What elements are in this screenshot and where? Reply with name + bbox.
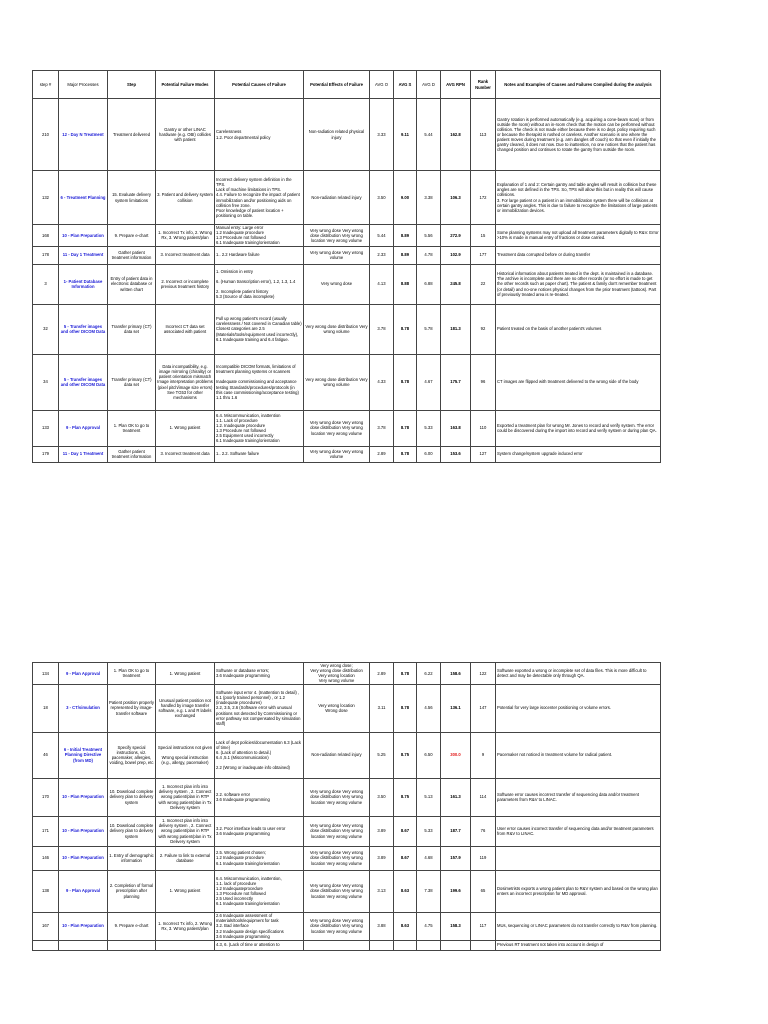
cell-causes: 1.. 2.2. Software failure bbox=[215, 446, 304, 462]
table-row bbox=[33, 778, 661, 816]
cell-avg-rpn: 157.9 bbox=[441, 846, 471, 870]
cell-process: 9 - Plan Approval bbox=[59, 410, 108, 446]
cell-causes: Pull up wrong patient's record (usually carelessness / Not covered in Canadian table) Closest categories are 2.5 (Materials/tools/equipment used incorrectly), 6.1 Inadequate training and 6.4 fatigue. bbox=[215, 304, 304, 354]
cell-step-desc: Gather patient treatment information bbox=[108, 246, 156, 264]
cell-failure-mode: 3. Incorrect treatment data bbox=[156, 446, 215, 462]
cell-notes: Exported a treatment plan for wrong Mr. Jones to record and verify system. The error could be discovered during the import into record and verify system or during plan QA. bbox=[496, 410, 661, 446]
cell-avg-d: 5.33 bbox=[417, 410, 441, 446]
table-row bbox=[33, 940, 661, 950]
cell-avg-rpn: 272.9 bbox=[441, 225, 471, 247]
cell-avg-d: 4.75 bbox=[417, 912, 441, 940]
header-notes: Notes and Examples of Causes and Failures Compiled during the analysis bbox=[496, 71, 661, 99]
cell-avg-s: 8.63 bbox=[394, 912, 417, 940]
cell-avg-s bbox=[394, 940, 417, 950]
cell-causes: Software or database errors; 3.6 Inadequate programming bbox=[215, 663, 304, 685]
cell-step: 18 bbox=[33, 684, 59, 732]
cell-avg-o: 3.50 bbox=[370, 778, 394, 816]
cell-avg-o: 3.33 bbox=[370, 99, 394, 171]
cell-avg-rpn bbox=[441, 940, 471, 950]
cell-avg-rpn: 158.6 bbox=[441, 663, 471, 685]
cell-notes: Historical information about patients treated in the dept. is maintained in a database. The archive is incomplete and there are no other records (or no effort is made to get the other records such as paper chart). The patient & family don't remember treatment (or detail) and no-one notices physical changes from the prior treatment (tattoos). Part of previously treated area is re-treated. bbox=[496, 264, 661, 304]
cell-avg-o: 5.25 bbox=[370, 732, 394, 778]
cell-avg-rpn: 158.3 bbox=[441, 912, 471, 940]
table-row bbox=[33, 846, 661, 870]
cell-process: 10 - Plan Preparation bbox=[59, 778, 108, 816]
cell-avg-o: 3.89 bbox=[370, 846, 394, 870]
cell-avg-rpn: 153.6 bbox=[441, 446, 471, 462]
cell-avg-d: 7.38 bbox=[417, 870, 441, 912]
cell-notes: Some planning systems may not upload all treatment parameters digitally to R&V. Error >10% is made in manual entry of fractions or dose carried. bbox=[496, 225, 661, 247]
cell-avg-s: 8.78 bbox=[394, 410, 417, 446]
cell-avg-d: 3.38 bbox=[417, 171, 441, 225]
cell-causes: 2.6 Inadequate assessment of materials/tools/equipment for task 3.2. Bad interface 3.2 Inadequate design specifications 3.6 Inadequate programming bbox=[215, 912, 304, 940]
cell-rank: 92 bbox=[471, 304, 496, 354]
table-row bbox=[33, 446, 661, 462]
cell-avg-d: 4.68 bbox=[417, 846, 441, 870]
cell-avg-o: 3.89 bbox=[370, 816, 394, 846]
cell-process: 10 - Plan Preparation bbox=[59, 225, 108, 247]
cell-avg-rpn: 199.6 bbox=[441, 870, 471, 912]
cell-failure-mode: Incorrect CT data set associated with patient bbox=[156, 304, 215, 354]
cell-avg-d: 6.00 bbox=[417, 446, 441, 462]
cell-rank: 22 bbox=[471, 264, 496, 304]
cell-failure-mode: 1. Incorrect plan info into delivery system , 2. Connect wrong patient/plan in RTP with wrong patient/plan in Tx Delivery system bbox=[156, 816, 215, 846]
cell-failure-mode: 1. Wrong patient bbox=[156, 663, 215, 685]
cell-avg-rpn: 163.8 bbox=[441, 410, 471, 446]
header-causes: Potential Causes of Failure bbox=[215, 71, 304, 99]
cell-process: 10 - Plan Preparation bbox=[59, 912, 108, 940]
fmea-table-1 bbox=[32, 70, 661, 463]
table-row bbox=[33, 912, 661, 940]
cell-causes: 6.4. Miscommunication, inattention, 1.1. lack of procedure 1.2 Inadequateprocedure 1.3 Procedure not followed 2.5 Used incorrectly 6.1 Inadequate training/orientation bbox=[215, 870, 304, 912]
cell-causes: 1.. 2.2 Hardware failure bbox=[215, 246, 304, 264]
cell-step-desc: Transfer primary (CT) data set bbox=[108, 354, 156, 410]
cell-avg-rpn: 181.3 bbox=[441, 304, 471, 354]
table-row bbox=[33, 816, 661, 846]
cell-rank: 114 bbox=[471, 778, 496, 816]
cell-process: 10 - Plan Preparation bbox=[59, 846, 108, 870]
table-row bbox=[33, 354, 661, 410]
cell-process: 5 - Transfer images and other DICOM Data bbox=[59, 354, 108, 410]
cell-step: 3 bbox=[33, 264, 59, 304]
cell-effects: Very wrong dose Very wrong volume bbox=[304, 246, 370, 264]
table-row bbox=[33, 410, 661, 446]
cell-avg-d: 4.67 bbox=[417, 354, 441, 410]
cell-step-desc: 10. Download complete delivery plan to delivery system bbox=[108, 778, 156, 816]
cell-avg-s: 8.89 bbox=[394, 246, 417, 264]
cell-failure-mode: Special instructions not given Wrong special instruction (e.g., allergy, pacemaker) bbox=[156, 732, 215, 778]
cell-process: 6 - Initial Treatment Planning Directive (from MD) bbox=[59, 732, 108, 778]
cell-avg-d: 5.44 bbox=[417, 99, 441, 171]
cell-avg-d: 5.78 bbox=[417, 304, 441, 354]
cell-step: 133 bbox=[33, 410, 59, 446]
cell-effects: Non-radiation related injury bbox=[304, 171, 370, 225]
header-effects: Potential Effects of Failure bbox=[304, 71, 370, 99]
table-row bbox=[33, 246, 661, 264]
cell-failure-mode: 1. Incorrect plan info into delivery system , 2. Connect wrong patient/plan in RTP with wrong patient/plan in Tx Delivery system bbox=[156, 778, 215, 816]
cell-step-desc: 1. Entry of demographic information bbox=[108, 846, 156, 870]
cell-process: 6 - Treatment Planning bbox=[59, 171, 108, 225]
cell-step: 178 bbox=[33, 246, 59, 264]
cell-process: 10 - Plan Preparation bbox=[59, 816, 108, 846]
cell-effects bbox=[304, 940, 370, 950]
cell-rank: 177 bbox=[471, 246, 496, 264]
cell-avg-rpn: 300.0 bbox=[441, 732, 471, 778]
cell-avg-s: 8.67 bbox=[394, 846, 417, 870]
cell-effects: Very wrong dose; Very wrong dose distribution Very wrong location Very wrong volume bbox=[304, 663, 370, 685]
header-avg-d: AVG D bbox=[417, 71, 441, 99]
cell-avg-rpn: 136.1 bbox=[441, 684, 471, 732]
cell-causes: Lack of dept policies/documentation 6.3 (Lack of time) 6. (Lack of attention to detail.) 6.4 ,5.1 (Miscommunication) 2.2 (Wrong or inadequate info obtained) bbox=[215, 732, 304, 778]
cell-notes: Potential for very large isocenter positioning or volume errors. bbox=[496, 684, 661, 732]
cell-rank: 9 bbox=[471, 732, 496, 778]
table-row bbox=[33, 870, 661, 912]
cell-process: 1- Patient Database Information bbox=[59, 264, 108, 304]
cell-notes: Previous RT treatment not taken into account in design of bbox=[496, 940, 661, 950]
cell-avg-s: 8.75 bbox=[394, 732, 417, 778]
cell-step: 138 bbox=[33, 870, 59, 912]
cell-step-desc bbox=[108, 940, 156, 950]
cell-failure-mode: 1. Wrong patient bbox=[156, 410, 215, 446]
cell-avg-s: 8.89 bbox=[394, 225, 417, 247]
cell-rank: 113 bbox=[471, 99, 496, 171]
cell-rank: 110 bbox=[471, 410, 496, 446]
cell-step-desc: Gather patient treatment information bbox=[108, 446, 156, 462]
cell-causes: 2.2. software error 3.6 Inadequate programming bbox=[215, 778, 304, 816]
cell-step: 146 bbox=[33, 846, 59, 870]
cell-failure-mode: Gantry or other LINAC hardware (e.g. OBI) collides with patient bbox=[156, 99, 215, 171]
cell-notes: Patient treated on the basis of another patient's volumes bbox=[496, 304, 661, 354]
table-row bbox=[33, 732, 661, 778]
table-row bbox=[33, 684, 661, 732]
cell-step: 210 bbox=[33, 99, 59, 171]
cell-avg-s: 9.00 bbox=[394, 171, 417, 225]
cell-avg-d: 5.56 bbox=[417, 225, 441, 247]
cell-causes: Carelessness 1.2. Poor departmental policy bbox=[215, 99, 304, 171]
header-step-desc: Step bbox=[108, 71, 156, 99]
fmea-table-2 bbox=[32, 662, 661, 951]
cell-failure-mode: Unusual patient position not handled by image transfer software, e.g. L and R labels exchanged bbox=[156, 684, 215, 732]
cell-step: 46 bbox=[33, 732, 59, 778]
table-row bbox=[33, 99, 661, 171]
table-header-row bbox=[33, 71, 661, 99]
cell-notes: Software exported a wrong or incomplete set of data files. This is more difficult to detect and may be detectable only through QA. bbox=[496, 663, 661, 685]
cell-effects: Very wrong dose Very wrong dose distribution Very wrong location Very wrong volume bbox=[304, 225, 370, 247]
table-row bbox=[33, 171, 661, 225]
cell-step-desc: 9. Prepare e-chart bbox=[108, 912, 156, 940]
cell-process: 5 - Transfer images and other DICOM Data bbox=[59, 304, 108, 354]
cell-process: 11 - Day 1 Treatment bbox=[59, 246, 108, 264]
cell-avg-o: 3.50 bbox=[370, 171, 394, 225]
cell-rank: 76 bbox=[471, 816, 496, 846]
cell-avg-rpn: 175.7 bbox=[441, 354, 471, 410]
cell-failure-mode: Data incompatibility, e.g. image mirroring (chirality) or patient orientation mismatch Image interpretation problems (pixel pitch/image size errors) See TG53 for other mechanisms bbox=[156, 354, 215, 410]
cell-avg-s: 8.78 bbox=[394, 663, 417, 685]
cell-notes: User error causes incorrect transfer of sequencing data and/or treatment parameters from R&V to LINAC. bbox=[496, 816, 661, 846]
cell-causes: Software input error 4. (Inattention to detail) , 6.1 (poorly trained personnel) , or 1.2 (inadequate procedures) 2.2, 3.5, 2.6 (Software error with unusual positions not detected by Commissioning or error pathway not compensated by simulation staff) bbox=[215, 684, 304, 732]
table-row bbox=[33, 304, 661, 354]
cell-rank: 147 bbox=[471, 684, 496, 732]
cell-causes: 6.4. Miscommunication, inattention 1.1. Lack of procedure 1.2. Inadequate procedure 1.3 Procedure not followed 2.5 Equipment used incorrectly 6.1 Inadequate training/orientation bbox=[215, 410, 304, 446]
cell-effects: Very wrong dose Very wrong volume bbox=[304, 446, 370, 462]
cell-effects: Very wrong dose distribution Very wrong volume bbox=[304, 304, 370, 354]
cell-avg-o: 4.33 bbox=[370, 354, 394, 410]
table-row bbox=[33, 663, 661, 685]
table-row bbox=[33, 225, 661, 247]
cell-step-desc: Entry of patient data in electronic database or written chart bbox=[108, 264, 156, 304]
cell-notes: Dosimetrists exports a wrong patient plan to R&V system and based on the wrong plan enters an incorrect prescription for MD approval. bbox=[496, 870, 661, 912]
cell-failure-mode: 3. Patient and delivery system collision bbox=[156, 171, 215, 225]
cell-rank: 15 bbox=[471, 225, 496, 247]
cell-avg-d: 6.50 bbox=[417, 732, 441, 778]
cell-step: 168 bbox=[33, 225, 59, 247]
cell-avg-d: 4.78 bbox=[417, 246, 441, 264]
cell-rank: 127 bbox=[471, 446, 496, 462]
cell-avg-o: 2.89 bbox=[370, 446, 394, 462]
cell-notes: Explanation of 1 and 2: Certain gantry and table angles will result in collision but these angles are not defined in the TPS. So, TPS will allow this but in reality this will cause collisions. 3. For large patient or a patient in an immobilization system there will be collisions at certain gantry angles. This is due to failure to recognize the limitations of large patients or immobilization devices. bbox=[496, 171, 661, 225]
cell-avg-rpn: 106.3 bbox=[441, 171, 471, 225]
cell-avg-o: 2.89 bbox=[370, 663, 394, 685]
cell-step-desc: 1. Plan OK to go to treatment bbox=[108, 663, 156, 685]
cell-avg-d: 6.88 bbox=[417, 264, 441, 304]
cell-avg-o: 4.13 bbox=[370, 264, 394, 304]
cell-process: 9 - Plan Approval bbox=[59, 663, 108, 685]
header-step: step # bbox=[33, 71, 59, 99]
cell-avg-s: 9.11 bbox=[394, 99, 417, 171]
cell-avg-o: 2.33 bbox=[370, 246, 394, 264]
cell-effects: Very wrong dose Very wrong dose distribution Very wrong location Very wrong volume bbox=[304, 816, 370, 846]
cell-failure-mode: 1. Incorrect Tx info, 2. Wrong Rx, 3. Wrong patient/plan bbox=[156, 912, 215, 940]
cell-avg-o: 3.78 bbox=[370, 410, 394, 446]
cell-avg-d: 6.22 bbox=[417, 663, 441, 685]
header-avg-s: AVG S bbox=[394, 71, 417, 99]
cell-avg-rpn: 161.3 bbox=[441, 778, 471, 816]
cell-notes: Gantry rotation is performed automatically (e.g. acquiring a cone-beam scan) or from outside the room) without an in-room check that the motion can be performed without collision. The check is not made either because there is no dept. policy requiring such or because the therapist is rushed or careless. Another scenario is one where the patient moves during treatment (e.g. arm dangles off couch) so that even if initially the gantry cleared, it does not now. Due to inattention, no one notices that the patient has changed position and continues to rotate the gantry from outside the room. bbox=[496, 99, 661, 171]
cell-rank: 96 bbox=[471, 354, 496, 410]
table-row bbox=[33, 264, 661, 304]
cell-notes bbox=[496, 846, 661, 870]
cell-step: 171 bbox=[33, 816, 59, 846]
cell-step-desc: Transfer primary (CT) data set bbox=[108, 304, 156, 354]
cell-avg-s: 8.78 bbox=[394, 304, 417, 354]
cell-process: 3 - CT/simulation bbox=[59, 684, 108, 732]
cell-step: 134 bbox=[33, 663, 59, 685]
cell-effects: Non-radiation related physical injury bbox=[304, 99, 370, 171]
cell-rank: 65 bbox=[471, 870, 496, 912]
cell-notes: Treatment data corrupted before or during transfer bbox=[496, 246, 661, 264]
cell-avg-o: 3.13 bbox=[370, 870, 394, 912]
cell-effects: Very wrong dose Very wrong dose distribution Very wrong location Very wrong volume bbox=[304, 410, 370, 446]
cell-process bbox=[59, 940, 108, 950]
cell-failure-mode: 1. Wrong patient bbox=[156, 870, 215, 912]
cell-failure-mode: 3. Incorrect treatment data bbox=[156, 246, 215, 264]
cell-avg-s: 8.78 bbox=[394, 354, 417, 410]
cell-causes: Incorrect delivery system definition in the TPS. Lack of machine limitations in TPS. 4.4. Failure to recognize the impact of patient immobilization and/or positioning aids on collision free zone. Poor knowledge of patient location + positioning on table. bbox=[215, 171, 304, 225]
cell-avg-o: 5.44 bbox=[370, 225, 394, 247]
cell-avg-rpn: 187.7 bbox=[441, 816, 471, 846]
cell-avg-o: 3.78 bbox=[370, 304, 394, 354]
cell-avg-d: 5.13 bbox=[417, 778, 441, 816]
cell-effects: Very wrong dose Very wrong dose distribution Very wrong location Very wrong volume bbox=[304, 870, 370, 912]
cell-rank bbox=[471, 940, 496, 950]
cell-rank: 117 bbox=[471, 912, 496, 940]
cell-effects: Very wrong location Wrong dose bbox=[304, 684, 370, 732]
cell-causes: 1. Omission in entry 6. (Human transcription error), 1.2, 1.3, 1.4 2. Incomplete patient history 5.3 (Source of data incomplete) bbox=[215, 264, 304, 304]
header-failure-modes: Potential Failure Modes bbox=[156, 71, 215, 99]
cell-rank: 119 bbox=[471, 846, 496, 870]
cell-avg-o: 3.11 bbox=[370, 684, 394, 732]
cell-failure-mode: 1. Incorrect Tx info, 2. Wrong Rx, 3. Wrong patient/plan bbox=[156, 225, 215, 247]
cell-avg-d: 4.56 bbox=[417, 684, 441, 732]
cell-effects: Very wrong dose bbox=[304, 264, 370, 304]
cell-step-desc: Specify special instructions, viz. pacemaker, allergies, voiding, bowel prep, etc bbox=[108, 732, 156, 778]
cell-avg-s: 8.88 bbox=[394, 264, 417, 304]
cell-process: 12 - Day N Treatment bbox=[59, 99, 108, 171]
cell-avg-s: 8.67 bbox=[394, 816, 417, 846]
cell-step: 179 bbox=[33, 446, 59, 462]
cell-step: 34 bbox=[33, 354, 59, 410]
cell-causes: Incompatible DICOM formats, limitations of treatment planning systems or scanners Inadequate commissioning and acceptance testing Standards/procedures/protocols (in this case commissioning/acceptance testing) 1.1 thru 1.6 bbox=[215, 354, 304, 410]
cell-effects: Very wrong dose Very wrong dose distribution Very wrong location Very wrong volume bbox=[304, 846, 370, 870]
cell-avg-s: 8.78 bbox=[394, 684, 417, 732]
cell-causes: 4.3, 6. (Lack of time or attention to bbox=[215, 940, 304, 950]
header-major-processes: Major Processes bbox=[59, 71, 108, 99]
cell-effects: Very wrong dose distribution Very wrong volume bbox=[304, 354, 370, 410]
cell-step-desc: 15. Evaluate delivery system limitations bbox=[108, 171, 156, 225]
cell-avg-rpn: 102.9 bbox=[441, 246, 471, 264]
cell-effects: Very wrong dose Very wrong dose distribution Very wrong location Very wrong volume bbox=[304, 778, 370, 816]
cell-step: 32 bbox=[33, 304, 59, 354]
cell-effects: Very wrong dose Very wrong dose distribution Very wrong location Very wrong volume bbox=[304, 912, 370, 940]
cell-step-desc: 9. Prepare e-chart bbox=[108, 225, 156, 247]
cell-process: 9 - Plan Approval bbox=[59, 870, 108, 912]
cell-avg-d bbox=[417, 940, 441, 950]
cell-step-desc: Patient position properly represented by image-transfer software bbox=[108, 684, 156, 732]
cell-notes: CT images are flipped with treatment delivered to the wrong side of the body bbox=[496, 354, 661, 410]
cell-step: 167 bbox=[33, 912, 59, 940]
cell-notes: MUs, sequencing or LINAC parameters do not transfer correctly to R&V from planning. bbox=[496, 912, 661, 940]
cell-causes: 3.2. Poor interface leads to user error 3.6 Inadequate programming bbox=[215, 816, 304, 846]
cell-step-desc: 2. Completion of formal prescription after planning bbox=[108, 870, 156, 912]
cell-step-desc: Treatment delivered bbox=[108, 99, 156, 171]
cell-failure-mode: 2. Incorrect or incomplete previous treatment history bbox=[156, 264, 215, 304]
cell-causes: 2.5. Wrong patient chosen; 1.2 Inadequate procedure 6.1 Inadequate training/orientation bbox=[215, 846, 304, 870]
cell-avg-rpn: 162.8 bbox=[441, 99, 471, 171]
cell-step-desc: 10. Download complete delivery plan to delivery system bbox=[108, 816, 156, 846]
cell-step-desc: 1. Plan OK to go to treatment bbox=[108, 410, 156, 446]
cell-step: 170 bbox=[33, 778, 59, 816]
header-avg-rpn: AVG RPN bbox=[441, 71, 471, 99]
cell-avg-d: 5.33 bbox=[417, 816, 441, 846]
cell-avg-o: 3.88 bbox=[370, 912, 394, 940]
cell-failure-mode bbox=[156, 940, 215, 950]
cell-avg-s: 8.63 bbox=[394, 870, 417, 912]
cell-notes: Pacemaker not noticed in treatment volume for radical patient. bbox=[496, 732, 661, 778]
header-rank: Rank Number bbox=[471, 71, 496, 99]
cell-avg-s: 8.75 bbox=[394, 778, 417, 816]
cell-notes: System change/system upgrade induced error bbox=[496, 446, 661, 462]
cell-process: 11 - Day 1 Treatment bbox=[59, 446, 108, 462]
cell-effects: Non-radiation related injury bbox=[304, 732, 370, 778]
cell-step: 132 bbox=[33, 171, 59, 225]
cell-rank: 172 bbox=[471, 171, 496, 225]
cell-causes: Manual entry: Large error 1.2 Inadequate procedure 1.3 Procedure not followed 6.1 Inadequate training/orientation bbox=[215, 225, 304, 247]
cell-failure-mode: 2. Failure to link to external database bbox=[156, 846, 215, 870]
cell-notes: Software error causes incorrect transfer of sequencing data and/or treatment parameters from R&V to LINAC. bbox=[496, 778, 661, 816]
cell-rank: 122 bbox=[471, 663, 496, 685]
cell-avg-o bbox=[370, 940, 394, 950]
cell-step bbox=[33, 940, 59, 950]
header-avg-o: AVG O bbox=[370, 71, 394, 99]
cell-avg-rpn: 245.8 bbox=[441, 264, 471, 304]
cell-avg-s: 8.78 bbox=[394, 446, 417, 462]
